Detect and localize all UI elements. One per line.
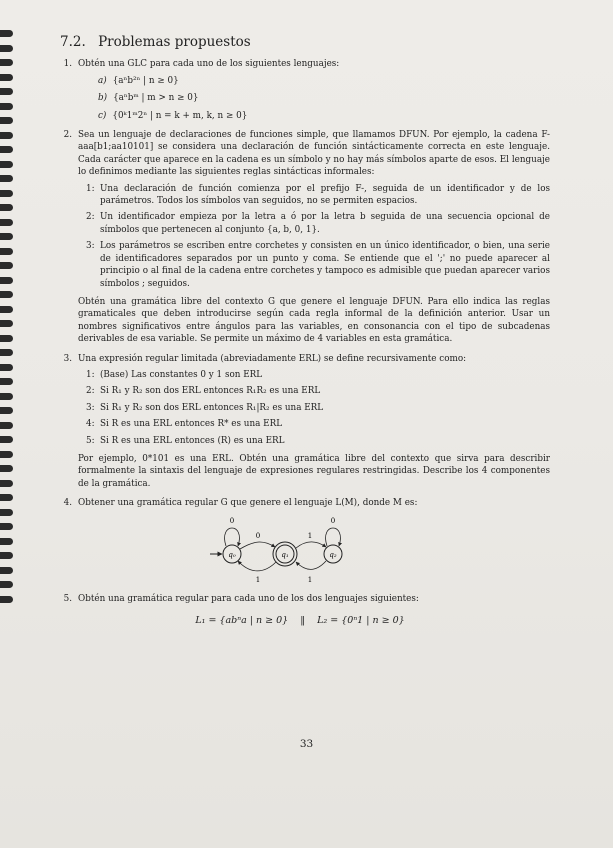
page-number: 33 xyxy=(299,738,314,750)
binding-ring xyxy=(0,407,13,414)
problem-text: Una expresión regular limitada (abreviadamente ERL) se define recursivamente como: xyxy=(78,353,467,364)
rule-item: 1: Una declaración de función comienza por el prefijo F-, seguida de un identificador y de los parámetros. Todos los símbolos van seguidos, no se permiten espacios. xyxy=(86,183,550,207)
rule-item: 2: Si R₁ y R₂ son dos ERL entonces R₁R₂ es una ERL xyxy=(86,386,321,397)
binding-ring xyxy=(0,465,13,472)
binding-ring xyxy=(0,233,13,240)
problem-text: Obtener una gramática regular G que genere el lenguaje L(M), donde M es: xyxy=(78,498,418,509)
transition-label: 0 xyxy=(330,516,336,525)
language-list xyxy=(98,75,550,122)
binding-ring xyxy=(0,552,13,559)
automaton-svg xyxy=(50,516,550,586)
edge-q0-q1 xyxy=(240,542,275,549)
problem-1 xyxy=(50,58,550,122)
binding-ring xyxy=(0,190,13,197)
binding-ring xyxy=(0,146,13,153)
problem-5 xyxy=(50,593,550,628)
loop-q2 xyxy=(326,528,341,546)
binding-ring xyxy=(0,219,13,226)
language-item: c) {0ᵏ1ᵐ2ⁿ | n = k + m, k, n ≥ 0} xyxy=(98,110,248,121)
transition-label: 1 xyxy=(255,575,261,584)
binding-ring xyxy=(0,45,13,52)
binding-ring xyxy=(0,509,13,516)
rule-item: 3: Los parámetros se escriben entre corchetes y consisten en un único identificador, o bien, una serie de identificadores separados por un punto y coma. Se entiende que el ';' no puede aparecer al principio o al final de la cadena entre corchetes y tampoco es admisible que puedan aparecer varios símbolos ; seguidos. xyxy=(86,241,550,289)
automaton-diagram xyxy=(50,516,550,586)
binding-ring xyxy=(0,364,13,371)
problem-2 xyxy=(50,129,550,346)
binding-ring xyxy=(0,175,13,182)
transition-label: 1 xyxy=(307,531,313,540)
binding-ring xyxy=(0,204,13,211)
problem-number: 3. xyxy=(63,353,72,364)
edge-q2-q1 xyxy=(296,561,326,569)
binding-ring xyxy=(0,306,13,313)
problem-number: 1. xyxy=(63,59,72,70)
spiral-binding xyxy=(0,30,16,610)
state-label: q₀ xyxy=(228,550,236,559)
binding-ring xyxy=(0,277,13,284)
problem-text: Obtén una GLC para cada uno de los siguientes lenguajes: xyxy=(78,59,340,70)
loop-q0 xyxy=(225,528,240,546)
page-content xyxy=(50,36,550,634)
problem-number: 2. xyxy=(63,130,72,141)
binding-ring xyxy=(0,451,13,458)
section-heading xyxy=(60,36,550,48)
edge-q1-q0 xyxy=(238,561,276,571)
binding-ring xyxy=(0,581,13,588)
binding-ring xyxy=(0,422,13,429)
rule-item: 2: Un identificador empieza por la letra a ó por la letra b seguida de una secuencia opcional de símbolos que pertenecen al conjunto {a, b, 0, 1}. xyxy=(86,212,550,235)
separator: ‖ xyxy=(300,615,306,626)
state-label: q₁ xyxy=(281,550,289,559)
binding-ring xyxy=(0,161,13,168)
binding-ring xyxy=(0,436,13,443)
problem-number: 4. xyxy=(63,498,72,509)
problem-instructions: Por ejemplo, 0*101 es una ERL. Obtén una gramática libre del contexto que sirva para describir formalmente la sintaxis del lenguaje de expresiones regulares restringidas. Describe los 4 componentes de la gramática. xyxy=(78,453,550,489)
section-number: 7.2. xyxy=(60,34,86,50)
problem-3 xyxy=(50,353,550,491)
binding-ring xyxy=(0,494,13,501)
problem-4 xyxy=(50,497,550,585)
transition-label: 0 xyxy=(255,531,261,540)
binding-ring xyxy=(0,248,13,255)
binding-ring xyxy=(0,74,13,81)
language-item: a) {aⁿb²ⁿ | n ≥ 0} xyxy=(98,75,179,86)
problem-text: Obtén una gramática regular para cada uno de los dos lenguajes siguientes: xyxy=(78,593,419,604)
rule-list xyxy=(86,183,550,290)
binding-ring xyxy=(0,393,13,400)
rule-item: 5: Si R es una ERL entonces (R) es una ERL xyxy=(86,435,285,446)
binding-ring xyxy=(0,378,13,385)
problem-text: Sea un lenguaje de declaraciones de funciones simple, que llamamos DFUN. Por ejemplo, la cadena F-aaa[b1;aa10101] se considera una declaración de función sintácticamente correcta en este lenguaje. Cada carácter que aparece en la cadena es un símbolo y no hay más símbolos aparte de esos. El lenguaje lo definimos mediante las siguientes reglas sintácticas informales: xyxy=(78,130,550,178)
language-item: b) {aⁿbᵐ | m > n ≥ 0} xyxy=(98,93,199,104)
binding-ring xyxy=(0,262,13,269)
binding-ring xyxy=(0,88,13,95)
binding-ring xyxy=(0,30,13,37)
binding-ring xyxy=(0,523,13,530)
transition-label: 0 xyxy=(229,516,235,525)
binding-ring xyxy=(0,291,13,298)
language-l2: L₂ = {0ⁿ1 | n ≥ 0} xyxy=(317,615,405,626)
rule-item: 4: Si R es una ERL entonces R* es una ERL xyxy=(86,419,283,430)
problem-number: 5. xyxy=(63,593,72,604)
binding-ring xyxy=(0,59,13,66)
binding-ring xyxy=(0,320,13,327)
binding-ring xyxy=(0,132,13,139)
edge-q1-q2 xyxy=(296,541,326,547)
language-definitions xyxy=(50,615,550,627)
rule-item: 1: (Base) Las constantes 0 y 1 son ERL xyxy=(86,369,263,380)
section-title: Problemas propuestos xyxy=(98,34,251,50)
binding-ring xyxy=(0,567,13,574)
binding-ring xyxy=(0,538,13,545)
rule-list xyxy=(86,369,550,447)
binding-ring xyxy=(0,480,13,487)
transition-label: 1 xyxy=(307,575,313,584)
binding-ring xyxy=(0,596,13,603)
binding-ring xyxy=(0,117,13,124)
state-label: q₂ xyxy=(329,550,337,559)
binding-ring xyxy=(0,103,13,110)
binding-ring xyxy=(0,349,13,356)
rule-item: 3: Si R₁ y R₂ son dos ERL entonces R₁|R₂ es una ERL xyxy=(86,402,324,413)
language-l1: L₁ = {abⁿa | n ≥ 0} xyxy=(195,615,289,626)
problem-instructions: Obtén una gramática libre del contexto G que genere el lenguaje DFUN. Para ello indica las reglas gramaticales que deben introducirse según cada regla informal de la definición anterior. Usar un nombres significativos entre ángulos para las variables, en consonancia con el tipo de subcadenas derivables de esa variable. Se permite un máximo de 4 variables en esta gramática. xyxy=(78,296,550,345)
binding-ring xyxy=(0,335,13,342)
